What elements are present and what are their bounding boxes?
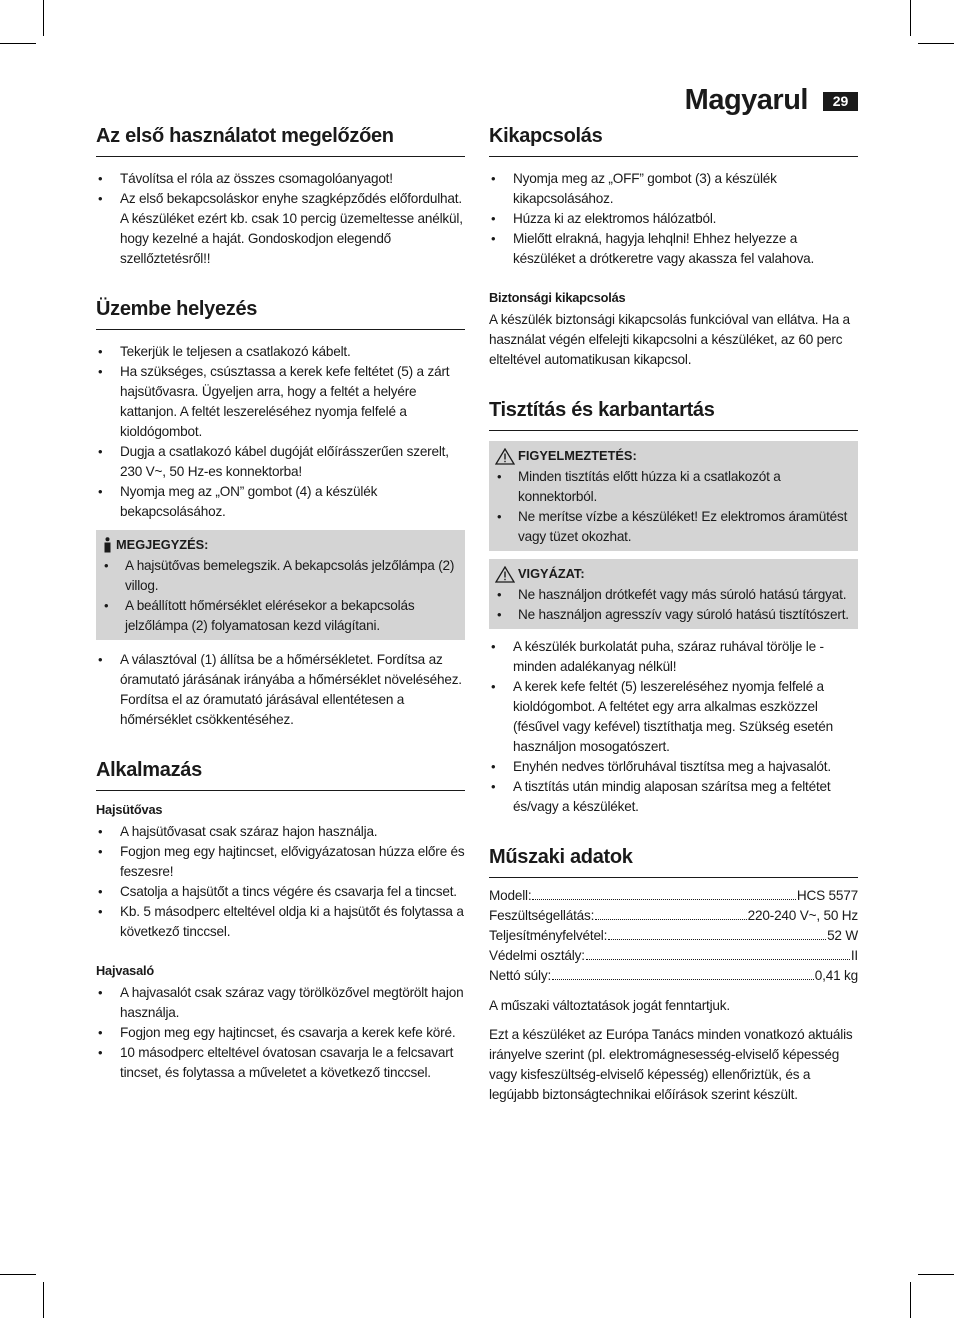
crop-mark (910, 1282, 911, 1318)
section-title: Kikapcsolás (489, 122, 858, 157)
section-title: Üzembe helyezés (96, 295, 465, 330)
leader-dots (608, 939, 826, 940)
list-item: • Fogjon meg egy hajtincset, elővigyázatosan húzza előre és feszesre! (96, 842, 465, 882)
spec-row (489, 966, 858, 986)
section-title: Az első használatot megelőzően (96, 122, 465, 157)
paragraph: A műszaki változtatások jogát fenntartjuk. (489, 998, 730, 1013)
list-item: • A hajsütővas bemelegszik. A bekapcsolás jelzőlámpa (2) villog. (102, 556, 457, 596)
caution-box (489, 559, 858, 629)
list-item: • Mielőtt elrakná, hagyja lehqlni! Ehhez helyezze a készüléket a drótkeretre vagy akassza fel valahova. (489, 229, 858, 269)
leader-dots (552, 979, 814, 980)
spec-label: Teljesítményfelvétel: (489, 928, 608, 943)
section-cleaning (489, 396, 858, 817)
list-item: • A készülék burkolatát puha, száraz ruhával törölje le - minden adalékanyag nélkül! (489, 637, 858, 677)
list-item: • Nyomja meg az „ON” gombot (4) a készülék bekapcsolásához. (96, 482, 465, 522)
list-item: • Ne használjon drótkefét vagy más súroló hatású tárgyat. (495, 585, 850, 605)
crop-mark (918, 1274, 954, 1275)
list-item: • Csatolja a hajsütőt a tincs végére és csavarja fel a tincset. (96, 882, 465, 902)
spec-value: HCS 5577 (796, 888, 858, 903)
section-first-use (96, 122, 465, 269)
list-item: • A választóval (1) állítsa be a hőmérsékletet. Fordítsa az óramutató járásának irányába a hőmérséklet növeléséhez. Fordítsa el az óramutató járásával ellentétesen a hőmérséklet csökkentéséhez. (96, 650, 465, 730)
bullet-list (96, 650, 465, 730)
section-switch-off (489, 122, 858, 370)
spec-row (489, 926, 858, 946)
list-item: • Nyomja meg az „OFF” gombot (3) a készülék kikapcsolásához. (489, 169, 858, 209)
spec-row (489, 946, 858, 966)
list-item: • A hajsütővasat csak száraz hajon használja. (96, 822, 465, 842)
spec-value: 52 W (827, 928, 858, 943)
leader-dots (595, 919, 746, 920)
warning-triangle-icon (495, 566, 515, 583)
list-item: • Tekerjük le teljesen a csatlakozó kábelt. (96, 342, 465, 362)
bullet-list (102, 556, 457, 636)
warning-triangle-icon (495, 448, 515, 465)
warning-box (489, 441, 858, 551)
subsection-title: Hajvasaló (96, 963, 154, 978)
note-title-row (102, 536, 457, 554)
spec-row (489, 906, 858, 926)
page-title: Magyarul (684, 84, 808, 116)
section-usage (96, 756, 465, 1083)
spec-value: II (850, 948, 858, 963)
list-item: • A tisztítás után mindig alaposan szárítsa meg a feltétet és/vagy a készüléket. (489, 777, 858, 817)
crop-mark (0, 43, 36, 44)
warning-title: FIGYELMEZTETÉS: (518, 448, 637, 463)
list-item: • Enyhén nedves törlőruhával tisztítsa meg a hajvasalót. (489, 757, 858, 777)
section-title: Alkalmazás (96, 756, 465, 791)
list-item: • Az első bekapcsoláskor enyhe szagképződés előfordulhat. A készüléket ezért kb. csak 10 percig üzemeltesse anélkül, hogy kezelné a haját. Gondoskodjon elegendő szellőztetésről!! (96, 189, 465, 269)
spec-label: Nettó súly: (489, 968, 552, 983)
list-item: • Kb. 5 másodperc elteltével oldja ki a hajsütőt és folytassa a következő tinccsel. (96, 902, 465, 942)
spec-value: 0,41 kg (814, 968, 858, 983)
page-number: 29 (823, 92, 858, 111)
leader-dots (532, 899, 795, 900)
caution-title-row (495, 565, 850, 583)
list-item: • Távolítsa el róla az összes csomagolóanyagot! (96, 169, 465, 189)
spec-label: Modell: (489, 888, 532, 903)
caution-title: VIGYÁZAT: (518, 566, 585, 581)
spec-value: 220-240 V~, 50 Hz (747, 908, 858, 923)
crop-mark (910, 0, 911, 36)
bullet-list (96, 342, 465, 522)
left-column (96, 122, 465, 1109)
list-item: • A hajvasalót csak száraz vagy törölközővel megtörölt hajon használja. (96, 983, 465, 1023)
list-item: • A kerek kefe feltét (5) leszereléséhez nyomja felfelé a kioldógombot. A feltétet egy arra alkalmas eszközzel (fésűvel vagy kefével) tisztíthatja meg. Szükség esetén használjon mosogatószert. (489, 677, 858, 757)
subsection-title: Biztonsági kikapcsolás (489, 290, 626, 305)
section-title: Műszaki adatok (489, 843, 858, 878)
note-title: MEGJEGYZÉS: (116, 537, 209, 552)
bullet-list (96, 983, 465, 1083)
section-setup (96, 295, 465, 730)
warning-title-row (495, 447, 850, 465)
spec-label: Védelmi osztály: (489, 948, 585, 963)
list-item: • Ne merítse vízbe a készüléket! Ez elektromos áramütést vagy tüzet okozhat. (495, 507, 850, 547)
spec-label: Feszültségellátás: (489, 908, 595, 923)
bullet-list (489, 169, 858, 269)
right-column (489, 122, 858, 1131)
crop-mark (918, 43, 954, 44)
note-box (96, 530, 465, 640)
paragraph: Ezt a készüléket az Európa Tanács minden vonatkozó aktuális irányelve szerint (pl. elektromágnesesség-elviselő képesség vagy kisfeszültség-elviselő képesség) ellenőriztük, és a legújabb biztonságtechnikai előírások szerint készült. (489, 1027, 853, 1102)
list-item: • Dugja a csatlakozó kábel dugóját előírásszerűen szerelt, 230 V~, 50 Hz-es konnektorba! (96, 442, 465, 482)
spec-table (489, 886, 858, 986)
list-item: • Minden tisztítás előtt húzza ki a csatlakozót a konnektorból. (495, 467, 850, 507)
paragraph: A készülék biztonsági kikapcsolás funkcióval van ellátva. Ha a használat végén elfelejti kikapcsolni a készüléket, az 60 perc elteltével automatikusan kikapcsol. (489, 312, 850, 367)
bullet-list (489, 637, 858, 817)
bullet-list (495, 467, 850, 547)
info-icon (102, 537, 113, 553)
crop-mark (43, 1282, 44, 1318)
list-item: • Húzza ki az elektromos hálózatból. (489, 209, 858, 229)
crop-mark (0, 1274, 36, 1275)
bullet-list (96, 822, 465, 942)
list-item: • Fogjon meg egy hajtincset, és csavarja a kerek kefe köré. (96, 1023, 465, 1043)
section-title: Tisztítás és karbantartás (489, 396, 858, 431)
leader-dots (586, 959, 850, 960)
bullet-list (96, 169, 465, 269)
section-technical-data (489, 843, 858, 1105)
crop-mark (43, 0, 44, 36)
list-item: • A beállított hőmérséklet elérésekor a bekapcsolás jelzőlámpa (2) folyamatosan kezd világítani. (102, 596, 457, 636)
list-item: • 10 másodperc elteltével óvatosan csavarja le a felcsavart tincset, és folytassa a műveletet a következő tinccsel. (96, 1043, 465, 1083)
spec-row (489, 886, 858, 906)
list-item: • Ha szükséges, csúsztassa a kerek kefe feltétet (5) a zárt hajsütővasra. Ügyeljen arra, hogy a feltét a helyére kattanjon. A feltét leszereléséhez nyomja felfelé a kioldógombot. (96, 362, 465, 442)
bullet-list (495, 585, 850, 625)
list-item: • Ne használjon agresszív vagy súroló hatású tisztítószert. (495, 605, 850, 625)
subsection-title: Hajsütővas (96, 802, 163, 817)
